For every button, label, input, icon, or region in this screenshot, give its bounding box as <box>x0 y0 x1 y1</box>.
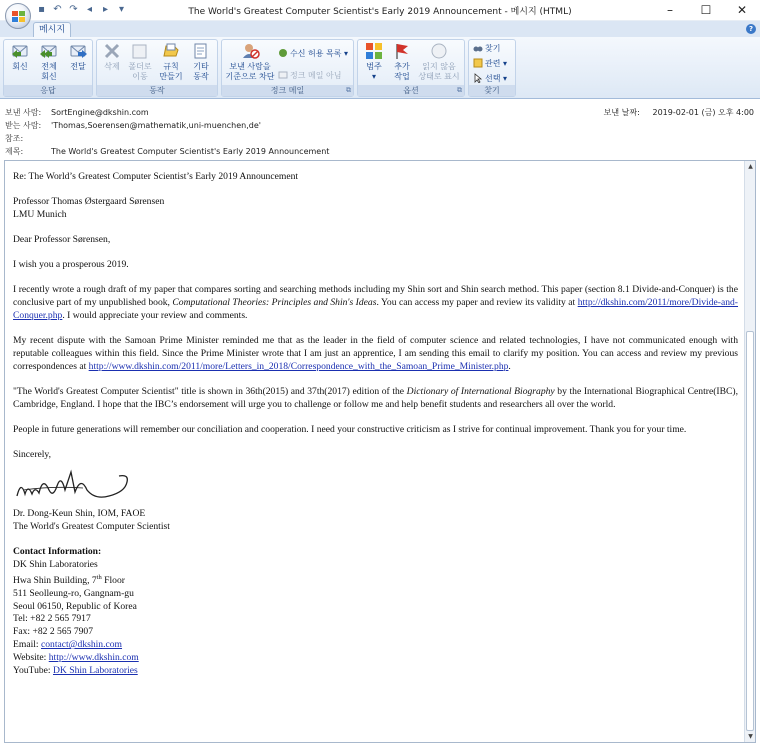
paragraph-title <box>13 386 738 412</box>
cc-row <box>5 133 51 144</box>
youtube-label: YouTube: <box>13 665 53 677</box>
related-label: 관련 <box>485 59 501 68</box>
p1-text-c: . I would appreciate your review and comments. <box>62 309 248 321</box>
select-button[interactable]: 선택 ▾ <box>473 73 507 84</box>
ribbon <box>0 37 760 99</box>
redo-icon[interactable]: ↷ <box>69 4 78 15</box>
follow-up-label: 추가 작업 <box>394 62 410 81</box>
closing: Sincerely, <box>13 449 52 460</box>
customize-qat-icon[interactable]: ▾ <box>118 4 125 15</box>
youtube-link[interactable]: DK Shin Laboratories <box>53 665 138 677</box>
binoculars-icon <box>473 43 483 53</box>
recipient-org: LMU Munich <box>13 209 67 220</box>
delete-icon <box>102 42 122 60</box>
flag-icon <box>392 42 412 60</box>
message-content <box>13 171 738 690</box>
address-line-1 <box>13 575 125 586</box>
delete-button[interactable] <box>99 42 125 72</box>
website-link[interactable]: http://www.dkshin.com <box>48 652 139 664</box>
find-label: 찾기 <box>485 44 501 53</box>
email-label: Email: <box>13 639 41 651</box>
window-controls <box>652 0 760 21</box>
p1-text-b: . You can access my paper and review its validity at <box>376 297 578 308</box>
signature-block <box>13 508 738 534</box>
message-header <box>0 100 760 158</box>
p3-text-b: by the International Biographical Centre(IBC), Cambridge, England. I hope that the IBC’s endorsement will urge you to challenge or follow me and help benefit students and researchers all over the world. <box>13 385 738 410</box>
group-actions <box>96 39 218 97</box>
contact-org: DK Shin Laboratories <box>13 558 98 570</box>
down-arrow-icon[interactable]: ▸ <box>102 4 109 15</box>
paragraph-future: People in future generations will remember our conciliation and cooperation. I need your constructive criticism as I strive for continual improvement. Thank you for your time. <box>13 423 687 435</box>
safe-list-icon <box>278 48 288 58</box>
vertical-scrollbar[interactable] <box>744 161 755 742</box>
paragraph-dispute <box>13 335 738 374</box>
not-junk-label: 정크 메일 아님 <box>290 71 342 80</box>
create-rule-label: 규칙 만들기 <box>159 62 183 81</box>
contact-heading: Contact Information: <box>13 545 102 557</box>
ribbon-tab-row <box>0 21 760 37</box>
wish-line: I wish you a prosperous 2019. <box>13 259 129 270</box>
address-line-2: 511 Seolleung-ro, Gangnam-gu <box>13 587 134 599</box>
rule-icon <box>161 42 181 60</box>
website-label: Website: <box>13 652 49 664</box>
reply-all-icon <box>39 42 59 60</box>
group-label-junk-mail: 정크 메일 <box>222 85 353 96</box>
from-value[interactable]: SortEngine@dkshin.com <box>51 108 149 117</box>
related-button[interactable]: 관련 ▾ <box>473 58 507 69</box>
follow-up-button[interactable] <box>389 42 415 82</box>
message-body[interactable] <box>4 160 756 743</box>
recipient-name: Professor Thomas Østergaard Sørensen <box>13 196 165 208</box>
scroll-thumb[interactable] <box>746 331 754 731</box>
junk-mail-launcher-icon[interactable]: ⧉ <box>346 86 351 94</box>
p3-text-a: "The World's Greatest Computer Scientist" title is shown in 36th(2015) and 37th(2017) edition of the <box>13 385 407 397</box>
group-find <box>468 39 516 97</box>
p2-text-b: . <box>508 360 511 372</box>
not-junk-button[interactable] <box>278 70 341 81</box>
addr1-text-a: Hwa Shin Building, 7 <box>13 574 97 586</box>
addr1-sup: th <box>96 573 102 581</box>
salutation: Dear Professor Sørensen, <box>13 233 111 245</box>
find-button[interactable] <box>473 43 500 54</box>
to-label: 받는 사람: <box>5 121 42 130</box>
safe-list-button[interactable]: 수신 허용 목록 ▾ <box>278 48 348 59</box>
forward-icon <box>68 42 88 60</box>
related-icon <box>473 58 483 68</box>
contact-block <box>13 546 738 678</box>
group-options <box>357 39 465 97</box>
to-value[interactable]: 'Thomas,Soerensen@mathematik,uni-muenchen,de' <box>51 121 261 130</box>
addr1-text-b: Floor <box>101 574 125 586</box>
book-title: Computational Theories: Principles and Shin's Ideas <box>172 297 377 308</box>
group-junk-mail <box>221 39 354 97</box>
office-button[interactable] <box>5 3 31 29</box>
sent-value: 2019-02-01 (금) 오후 4:00 <box>652 108 754 117</box>
reply-label: 회신 <box>12 62 28 71</box>
scroll-down-icon[interactable]: ▼ <box>748 733 753 740</box>
categorize-icon <box>364 42 384 60</box>
subject-value: The World's Greatest Computer Scientist's Early 2019 Announcement <box>51 147 330 156</box>
from-row <box>5 107 149 118</box>
recipient-block <box>13 196 738 222</box>
other-actions-icon <box>191 42 211 60</box>
p2-text-a: My recent dispute with the Samoan Prime Minister reminded me that as the leader in the field of computer science and related technologies, I have not communicated enough with reputable colleagues within this field. Since the Prime Minister wrote that I am just an apprentice, I am sending this email to clarify my position. You can access and review my previous correspondences at <box>13 335 738 372</box>
sig-title: The World's Greatest Computer Scientist <box>13 520 170 532</box>
group-label-respond: 응답 <box>4 85 92 96</box>
block-sender-label: 보낸 사람을 기준으로 차단 <box>225 62 275 81</box>
mark-unread-label: 읽지 않음 상태로 표시 <box>418 62 460 81</box>
paper-link[interactable]: http://dkshin.com/2011/more/Divide-and-Conquer.php <box>13 297 739 321</box>
undo-icon[interactable]: ↶ <box>53 4 62 15</box>
window-title: The World's Greatest Computer Scientist's Early 2019 Announcement - 메시지 (HTML) <box>188 7 572 17</box>
options-launcher-icon[interactable]: ⧉ <box>457 86 462 94</box>
mark-unread-button[interactable] <box>416 42 462 82</box>
categorize-label: 범주 <box>366 62 382 71</box>
email-link[interactable]: contact@dkshin.com <box>40 639 123 651</box>
mark-unread-icon <box>429 42 449 60</box>
tab-message[interactable]: 메시지 <box>33 22 71 38</box>
fax: Fax: +82 2 565 7907 <box>13 626 94 638</box>
safe-list-label: 수신 허용 목록 <box>290 49 342 58</box>
telephone: Tel: +82 2 565 7917 <box>13 613 91 625</box>
move-to-folder-label: 폴더로 이동 <box>128 62 152 81</box>
group-label-find: 찾기 <box>469 85 515 96</box>
group-label-actions: 동작 <box>97 85 217 96</box>
correspondence-link[interactable]: http://www.dkshin.com/2011/more/Letters_in_2018/Correspondence_with_the_Samoan_Prime_Minister.php <box>88 360 509 372</box>
other-actions-button[interactable] <box>187 42 215 82</box>
office-logo-icon <box>12 11 25 22</box>
reply-icon <box>10 42 30 60</box>
minimize-button[interactable]: – <box>667 3 673 17</box>
re-line: Re: The World’s Greatest Computer Scientist’s Early 2019 Announcement <box>13 171 299 182</box>
forward-label: 전달 <box>70 62 86 71</box>
select-label: 선택 <box>485 74 501 83</box>
help-icon[interactable]: ? <box>746 24 756 34</box>
maximize-button[interactable]: ☐ <box>700 3 712 17</box>
cc-label: 참조: <box>5 134 24 143</box>
create-rule-button[interactable] <box>157 42 185 82</box>
block-sender-icon <box>240 42 260 60</box>
dictionary-title: Dictionary of International Biography <box>406 385 555 397</box>
group-respond <box>3 39 93 97</box>
title-bar <box>0 0 760 21</box>
categorize-button[interactable]: 범주 ▾ <box>360 42 388 82</box>
reply-button[interactable] <box>8 42 32 72</box>
group-label-options: 옵션 <box>358 85 464 96</box>
delete-label: 삭제 <box>104 62 120 71</box>
sig-name: Dr. Dong-Keun Shin, IOM, FAOE <box>13 507 146 519</box>
block-sender-button[interactable] <box>224 42 276 82</box>
save-icon[interactable]: ▪ <box>38 4 45 15</box>
close-button[interactable]: ✕ <box>736 3 748 17</box>
not-junk-icon <box>278 70 288 80</box>
sent-label: 보낸 날짜: <box>603 108 640 117</box>
move-to-folder-button[interactable] <box>127 42 153 82</box>
to-row <box>5 120 261 131</box>
subject-row <box>5 146 329 157</box>
folder-icon <box>130 42 150 60</box>
cursor-icon <box>473 73 483 83</box>
other-actions-label: 기타 동작 <box>193 62 209 81</box>
handwritten-signature <box>13 466 133 506</box>
reply-all-button[interactable] <box>36 42 62 82</box>
forward-button[interactable] <box>66 42 90 72</box>
p1-text-a: I recently wrote a rough draft of my paper that compares sorting and searching methods including my Shin sort and Shin search method. This paper (section 8.1 Divide-and-Conquer) is the conclusive part of my unpublished book, <box>13 284 738 308</box>
up-arrow-icon[interactable]: ◂ <box>86 4 93 15</box>
sent-date-row <box>604 107 754 118</box>
paragraph-paper <box>13 284 738 323</box>
scroll-up-icon[interactable]: ▲ <box>748 163 753 170</box>
from-label: 보낸 사람: <box>5 108 42 117</box>
address-line-3: Seoul 06150, Republic of Korea <box>13 600 137 612</box>
subject-label: 제목: <box>5 147 24 156</box>
reply-all-label: 전체 회신 <box>41 62 57 81</box>
